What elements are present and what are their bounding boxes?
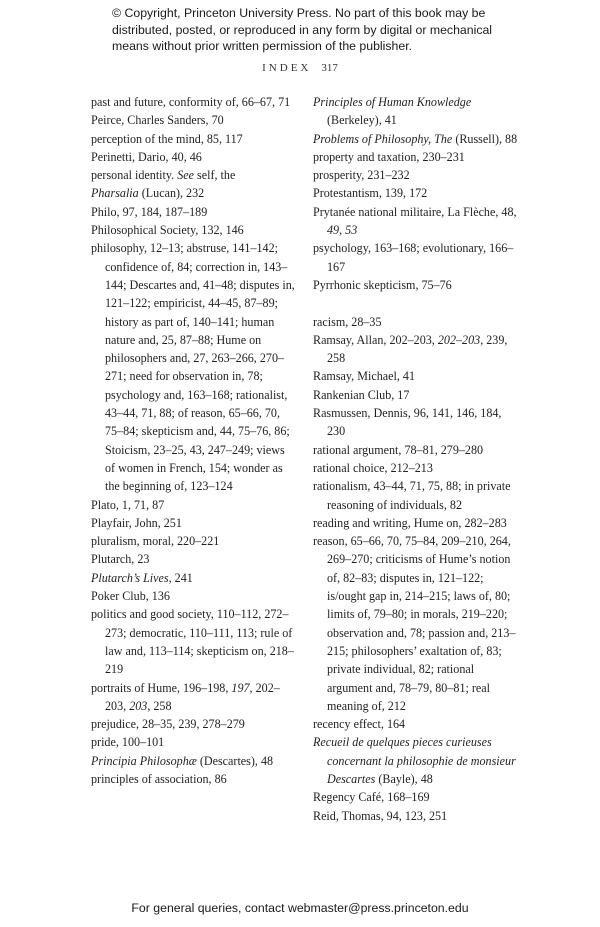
index-entry: reason, 65–66, 70, 75–84, 209–210, 264, 269–270; criticisms of Hume’s notion of, 82–83; disputes in, 121–122; is/ought gap in, 214–215; laws of, 80; limits of, 79–80; in morals, 219–220; observation and, 78; passion and, 213–215; philosophers’ exaltation of, 83; private individual, 82; rational argument and, 78–79, 80–81; real meaning of, 212 — [313, 534, 516, 713]
index-entry: Recueil de quelques pieces curieuses concernant la philosophie de monsieur Descartes (Bayle), 48 — [313, 735, 516, 786]
index-entry: Plato, 1, 71, 87 — [91, 497, 165, 512]
index-entry: Reid, Thomas, 94, 123, 251 — [313, 808, 448, 823]
index-entry: pluralism, moral, 220–221 — [91, 534, 220, 549]
page-number: 317 — [321, 62, 338, 74]
index-entry: Perinetti, Dario, 40, 46 — [91, 149, 202, 164]
index-entry: Regency Café, 168–169 — [313, 790, 430, 805]
index-entry: politics and good society, 110–112, 272–273; democratic, 110–111, 113; rule of law and, 113–114; skepticism on, 218–219 — [91, 607, 294, 677]
index-entry: rationalism, 43–44, 71, 75, 88; in private reasoning of individuals, 82 — [313, 479, 511, 512]
index-entry: prosperity, 231–232 — [313, 168, 410, 183]
index-entry: Problems of Philosophy, The (Russell), 88 — [313, 131, 518, 146]
index-entry: Rankenian Club, 17 — [313, 387, 410, 402]
running-head — [0, 62, 600, 74]
index-entry: Plutarch’s Lives, 241 — [91, 570, 193, 585]
index-entry: prejudice, 28–35, 239, 278–279 — [91, 717, 245, 732]
index-entry: property and taxation, 230–231 — [313, 149, 465, 164]
index-entry: racism, 28–35 — [313, 314, 382, 329]
index-entry: rational choice, 212–213 — [313, 460, 433, 475]
index-entry: Prytanée national militaire, La Flèche, 48, 49, 53 — [313, 204, 517, 238]
index-entry: recency effect, 164 — [313, 717, 406, 732]
index-entry: portraits of Hume, 196–198, 197, 202–203, 203, 258 — [91, 680, 280, 713]
index-entry: past and future, conformity of, 66–67, 71 — [91, 95, 291, 109]
index-entry: principles of association, 86 — [91, 771, 227, 786]
running-head-title: INDEX — [262, 62, 312, 74]
copyright-notice: © Copyright, Princeton University Press. No part of this book may be distributed, posted, or reproduced in any form by digital or mechanical means without prior written permission of the publisher. — [112, 6, 493, 53]
index-entry: pride, 100–101 — [91, 735, 165, 750]
index-entry: Protestantism, 139, 172 — [313, 186, 428, 201]
footer-contact: For general queries, contact webmaster@press.princeton.edu — [131, 901, 469, 915]
index-entry: rational argument, 78–81, 279–280 — [313, 442, 484, 457]
index-entry: philosophy, 12–13; abstruse, 141–142; confidence of, 84; correction in, 143–144; Descartes and, 41–48; disputes in, 121–122; empiricist, 44–45, 87–89; history as part of, 140–141; human nature and, 25, 87–88; Hume on philosophers and, 27, 263–266, 270–271; need for observation in, 78; psychology and, 163–168; rationalist, 43–44, 71, 88; of reason, 65–66, 70, 75–84; skepticism and, 44, 75–76, 86; Stoicism, 23–25, 43, 247–249; views of women in French, 154; wonder as the beginning of, 123–124 — [91, 241, 295, 494]
index-entry: Ramsay, Allan, 202–203, 202–203, 239, 258 — [313, 332, 508, 366]
index-entry: psychology, 163–168; evolutionary, 166–167 — [313, 241, 514, 274]
index-entry: Principles of Human Knowledge (Berkeley), 41 — [313, 95, 472, 128]
index-entry: Ramsay, Michael, 41 — [313, 369, 415, 384]
index-entry: perception of the mind, 85, 117 — [91, 131, 243, 146]
index-entry: reading and writing, Hume on, 282–283 — [313, 515, 507, 530]
index-column-right — [313, 93, 520, 825]
index-entry: Pharsalia (Lucan), 232 — [91, 186, 205, 201]
index-entry: Playfair, John, 251 — [91, 515, 182, 530]
index-entry: Philo, 97, 184, 187–189 — [91, 204, 208, 219]
index-entry: personal identity. See self, the — [91, 168, 236, 183]
letter-gap — [313, 294, 520, 312]
index-entry: Peirce, Charles Sanders, 70 — [91, 113, 224, 128]
index-entry: Principia Philosophæ (Descartes), 48 — [91, 753, 274, 768]
index-entry: Philosophical Society, 132, 146 — [91, 223, 244, 238]
index-column-left — [91, 93, 296, 788]
index-entry: Rasmussen, Dennis, 96, 141, 146, 184, 230 — [313, 406, 502, 439]
index-entry: Plutarch, 23 — [91, 552, 150, 567]
index-entry: Poker Club, 136 — [91, 589, 170, 604]
index-entry: Pyrrhonic skepticism, 75–76 — [313, 277, 452, 292]
